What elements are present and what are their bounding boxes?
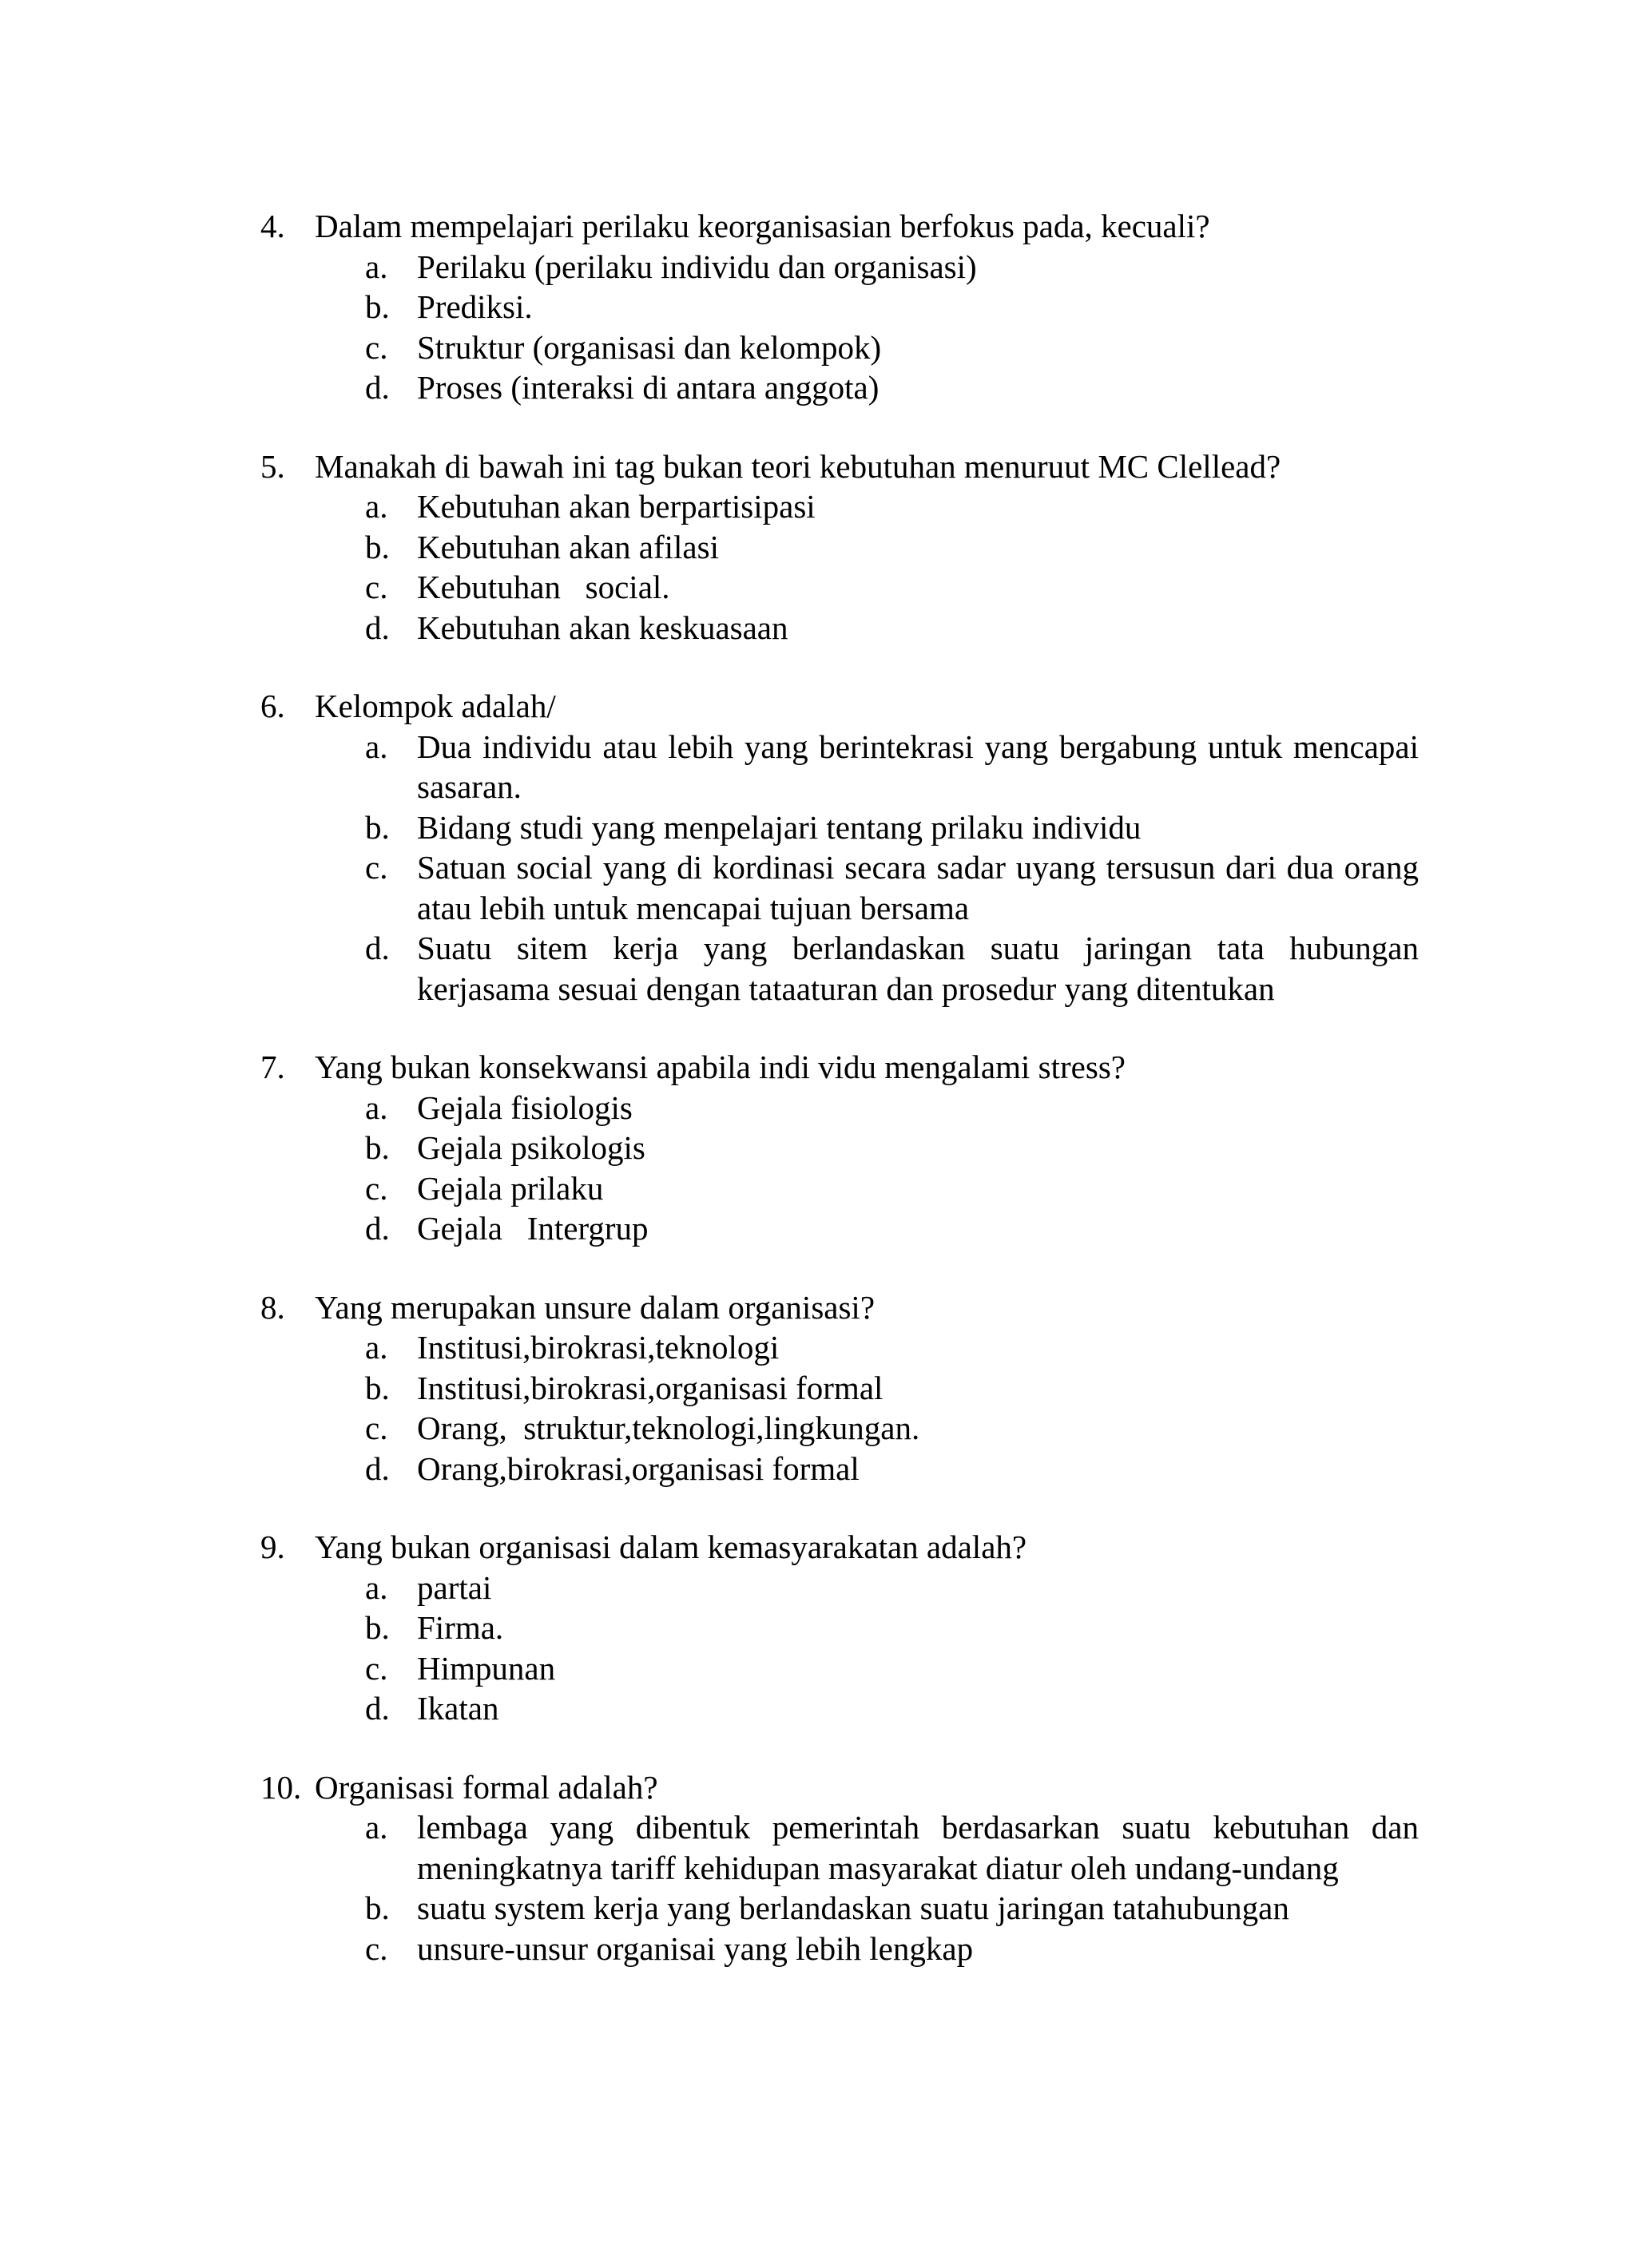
option-b bbox=[365, 527, 1419, 568]
option-b bbox=[365, 1888, 1419, 1929]
option-letter: d. bbox=[365, 369, 390, 406]
option-b bbox=[365, 1368, 1419, 1409]
question-4 bbox=[260, 206, 1419, 408]
question-list bbox=[260, 206, 1419, 2007]
option-list bbox=[365, 1807, 1419, 1969]
option-b bbox=[365, 1128, 1419, 1168]
option-d bbox=[365, 928, 1419, 1009]
option-letter: b. bbox=[365, 1609, 390, 1646]
option-letter: a. bbox=[365, 1088, 388, 1126]
question-6 bbox=[260, 686, 1419, 1009]
question-stem bbox=[260, 1287, 1419, 1328]
option-text: Prediksi. bbox=[417, 288, 533, 325]
option-letter: d. bbox=[365, 1690, 390, 1727]
question-8 bbox=[260, 1287, 1419, 1489]
option-c bbox=[365, 327, 1419, 368]
option-letter: d. bbox=[365, 609, 390, 646]
question-number: 5. bbox=[260, 447, 285, 485]
option-letter: b. bbox=[365, 528, 390, 565]
option-letter: c. bbox=[365, 1929, 388, 1967]
option-text: Kebutuhan akan berpartisipasi bbox=[417, 488, 816, 525]
option-d bbox=[365, 608, 1419, 648]
question-10 bbox=[260, 1767, 1419, 1969]
option-a bbox=[365, 1088, 1419, 1128]
option-letter: a. bbox=[365, 248, 388, 285]
option-letter: a. bbox=[365, 1568, 388, 1606]
option-list bbox=[365, 1088, 1419, 1249]
option-text: Institusi,birokrasi,teknologi bbox=[417, 1329, 780, 1366]
option-text: Satuan social yang di kordinasi secara sadar uyang tersusun dari dua orang atau lebih untuk mencapai tujuan bersama bbox=[417, 849, 1419, 926]
option-letter: b. bbox=[365, 1369, 390, 1406]
option-letter: b. bbox=[365, 1889, 390, 1926]
question-text: Yang bukan konsekwansi apabila indi vidu mengalami stress? bbox=[315, 1049, 1126, 1085]
question-text: Manakah di bawah ini tag bukan teori kebutuhan menuruut MC Clellead? bbox=[315, 447, 1281, 485]
option-text: Himpunan bbox=[417, 1649, 556, 1687]
question-7 bbox=[260, 1047, 1419, 1249]
option-letter: c. bbox=[365, 1649, 388, 1687]
option-letter: a. bbox=[365, 1329, 388, 1366]
question-text: Dalam mempelajari perilaku keorganisasian berfokus pada, kecuali? bbox=[315, 208, 1210, 244]
question-5 bbox=[260, 446, 1419, 648]
option-a bbox=[365, 1807, 1419, 1888]
option-text: unsure-unsur organisai yang lebih lengkap bbox=[417, 1929, 974, 1967]
option-text: Kebutuhan akan afilasi bbox=[417, 528, 719, 565]
option-letter: a. bbox=[365, 488, 388, 525]
option-text: Dua individu atau lebih yang berintekrasi yang bergabung untuk mencapai sasaran. bbox=[417, 728, 1419, 805]
option-letter: a. bbox=[365, 728, 388, 765]
option-a bbox=[365, 727, 1419, 807]
question-number: 4. bbox=[260, 208, 285, 244]
question-stem bbox=[260, 1767, 1419, 1808]
option-letter: a. bbox=[365, 1809, 388, 1846]
option-c bbox=[365, 1929, 1419, 1969]
question-9 bbox=[260, 1527, 1419, 1729]
option-letter: c. bbox=[365, 1410, 388, 1446]
question-stem bbox=[260, 446, 1419, 487]
option-letter: b. bbox=[365, 288, 390, 325]
option-letter: b. bbox=[365, 1129, 390, 1166]
option-text: Gejala fisiologis bbox=[417, 1088, 633, 1126]
option-b bbox=[365, 807, 1419, 848]
option-text: Struktur (organisasi dan kelompok) bbox=[417, 328, 882, 366]
option-c bbox=[365, 1648, 1419, 1689]
option-a bbox=[365, 1568, 1419, 1608]
option-text: Gejala psikologis bbox=[417, 1129, 645, 1166]
question-number: 7. bbox=[260, 1049, 285, 1085]
option-text: Proses (interaksi di antara anggota) bbox=[417, 369, 880, 406]
option-text: Firma. bbox=[417, 1609, 504, 1646]
option-a bbox=[365, 1327, 1419, 1368]
option-c bbox=[365, 1168, 1419, 1209]
option-text: Institusi,birokrasi,organisasi formal bbox=[417, 1369, 884, 1406]
option-list bbox=[365, 486, 1419, 648]
question-stem bbox=[260, 206, 1419, 247]
option-letter: c. bbox=[365, 569, 388, 605]
option-letter: c. bbox=[365, 1169, 388, 1207]
option-text: Kebutuhan akan keskuasaan bbox=[417, 609, 788, 646]
option-letter: c. bbox=[365, 328, 388, 366]
option-text: Perilaku (perilaku individu dan organisasi) bbox=[417, 248, 977, 285]
question-stem bbox=[260, 1047, 1419, 1088]
option-letter: d. bbox=[365, 1210, 390, 1247]
question-text: Yang bukan organisasi dalam kemasyarakatan adalah? bbox=[315, 1529, 1027, 1565]
option-text: Kebutuhan social. bbox=[417, 569, 670, 605]
question-stem bbox=[260, 686, 1419, 727]
question-stem bbox=[260, 1527, 1419, 1568]
question-text: Yang merupakan unsure dalam organisasi? bbox=[315, 1288, 876, 1326]
option-text: Orang, struktur,teknologi,lingkungan. bbox=[417, 1410, 920, 1446]
option-c bbox=[365, 1408, 1419, 1449]
question-number: 6. bbox=[260, 688, 285, 724]
option-list bbox=[365, 1568, 1419, 1729]
option-d bbox=[365, 367, 1419, 408]
option-text: lembaga yang dibentuk pemerintah berdasarkan suatu kebutuhan dan meningkatnya tariff kehidupan masyarakat diatur oleh undang-undang bbox=[417, 1809, 1419, 1886]
option-c bbox=[365, 567, 1419, 608]
option-a bbox=[365, 247, 1419, 287]
option-letter: d. bbox=[365, 1449, 390, 1487]
option-text: Bidang studi yang menpelajari tentang prilaku individu bbox=[417, 808, 1142, 846]
option-text: Suatu sitem kerja yang berlandaskan suatu jaringan tata hubungan kerjasama sesuai dengan tataaturan dan prosedur yang ditentukan bbox=[417, 930, 1419, 1007]
option-d bbox=[365, 1208, 1419, 1249]
question-number: 8. bbox=[260, 1288, 285, 1326]
option-letter: d. bbox=[365, 930, 390, 966]
question-number: 9. bbox=[260, 1529, 285, 1565]
option-b bbox=[365, 287, 1419, 327]
option-b bbox=[365, 1608, 1419, 1648]
option-text: Ikatan bbox=[417, 1690, 499, 1727]
option-letter: b. bbox=[365, 808, 390, 846]
option-text: partai bbox=[417, 1568, 492, 1606]
question-text: Kelompok adalah/ bbox=[315, 688, 556, 724]
option-d bbox=[365, 1688, 1419, 1729]
option-list bbox=[365, 727, 1419, 1009]
option-text: suatu system kerja yang berlandaskan suatu jaringan tatahubungan bbox=[417, 1889, 1289, 1926]
option-list bbox=[365, 1327, 1419, 1489]
option-c bbox=[365, 847, 1419, 928]
option-d bbox=[365, 1449, 1419, 1489]
question-text: Organisasi formal adalah? bbox=[315, 1768, 658, 1806]
option-list bbox=[365, 247, 1419, 408]
option-text: Orang,birokrasi,organisasi formal bbox=[417, 1449, 860, 1487]
option-text: Gejala Intergrup bbox=[417, 1210, 649, 1247]
option-a bbox=[365, 486, 1419, 527]
option-letter: c. bbox=[365, 849, 388, 886]
question-number: 10. bbox=[260, 1768, 302, 1806]
option-text: Gejala prilaku bbox=[417, 1169, 604, 1207]
